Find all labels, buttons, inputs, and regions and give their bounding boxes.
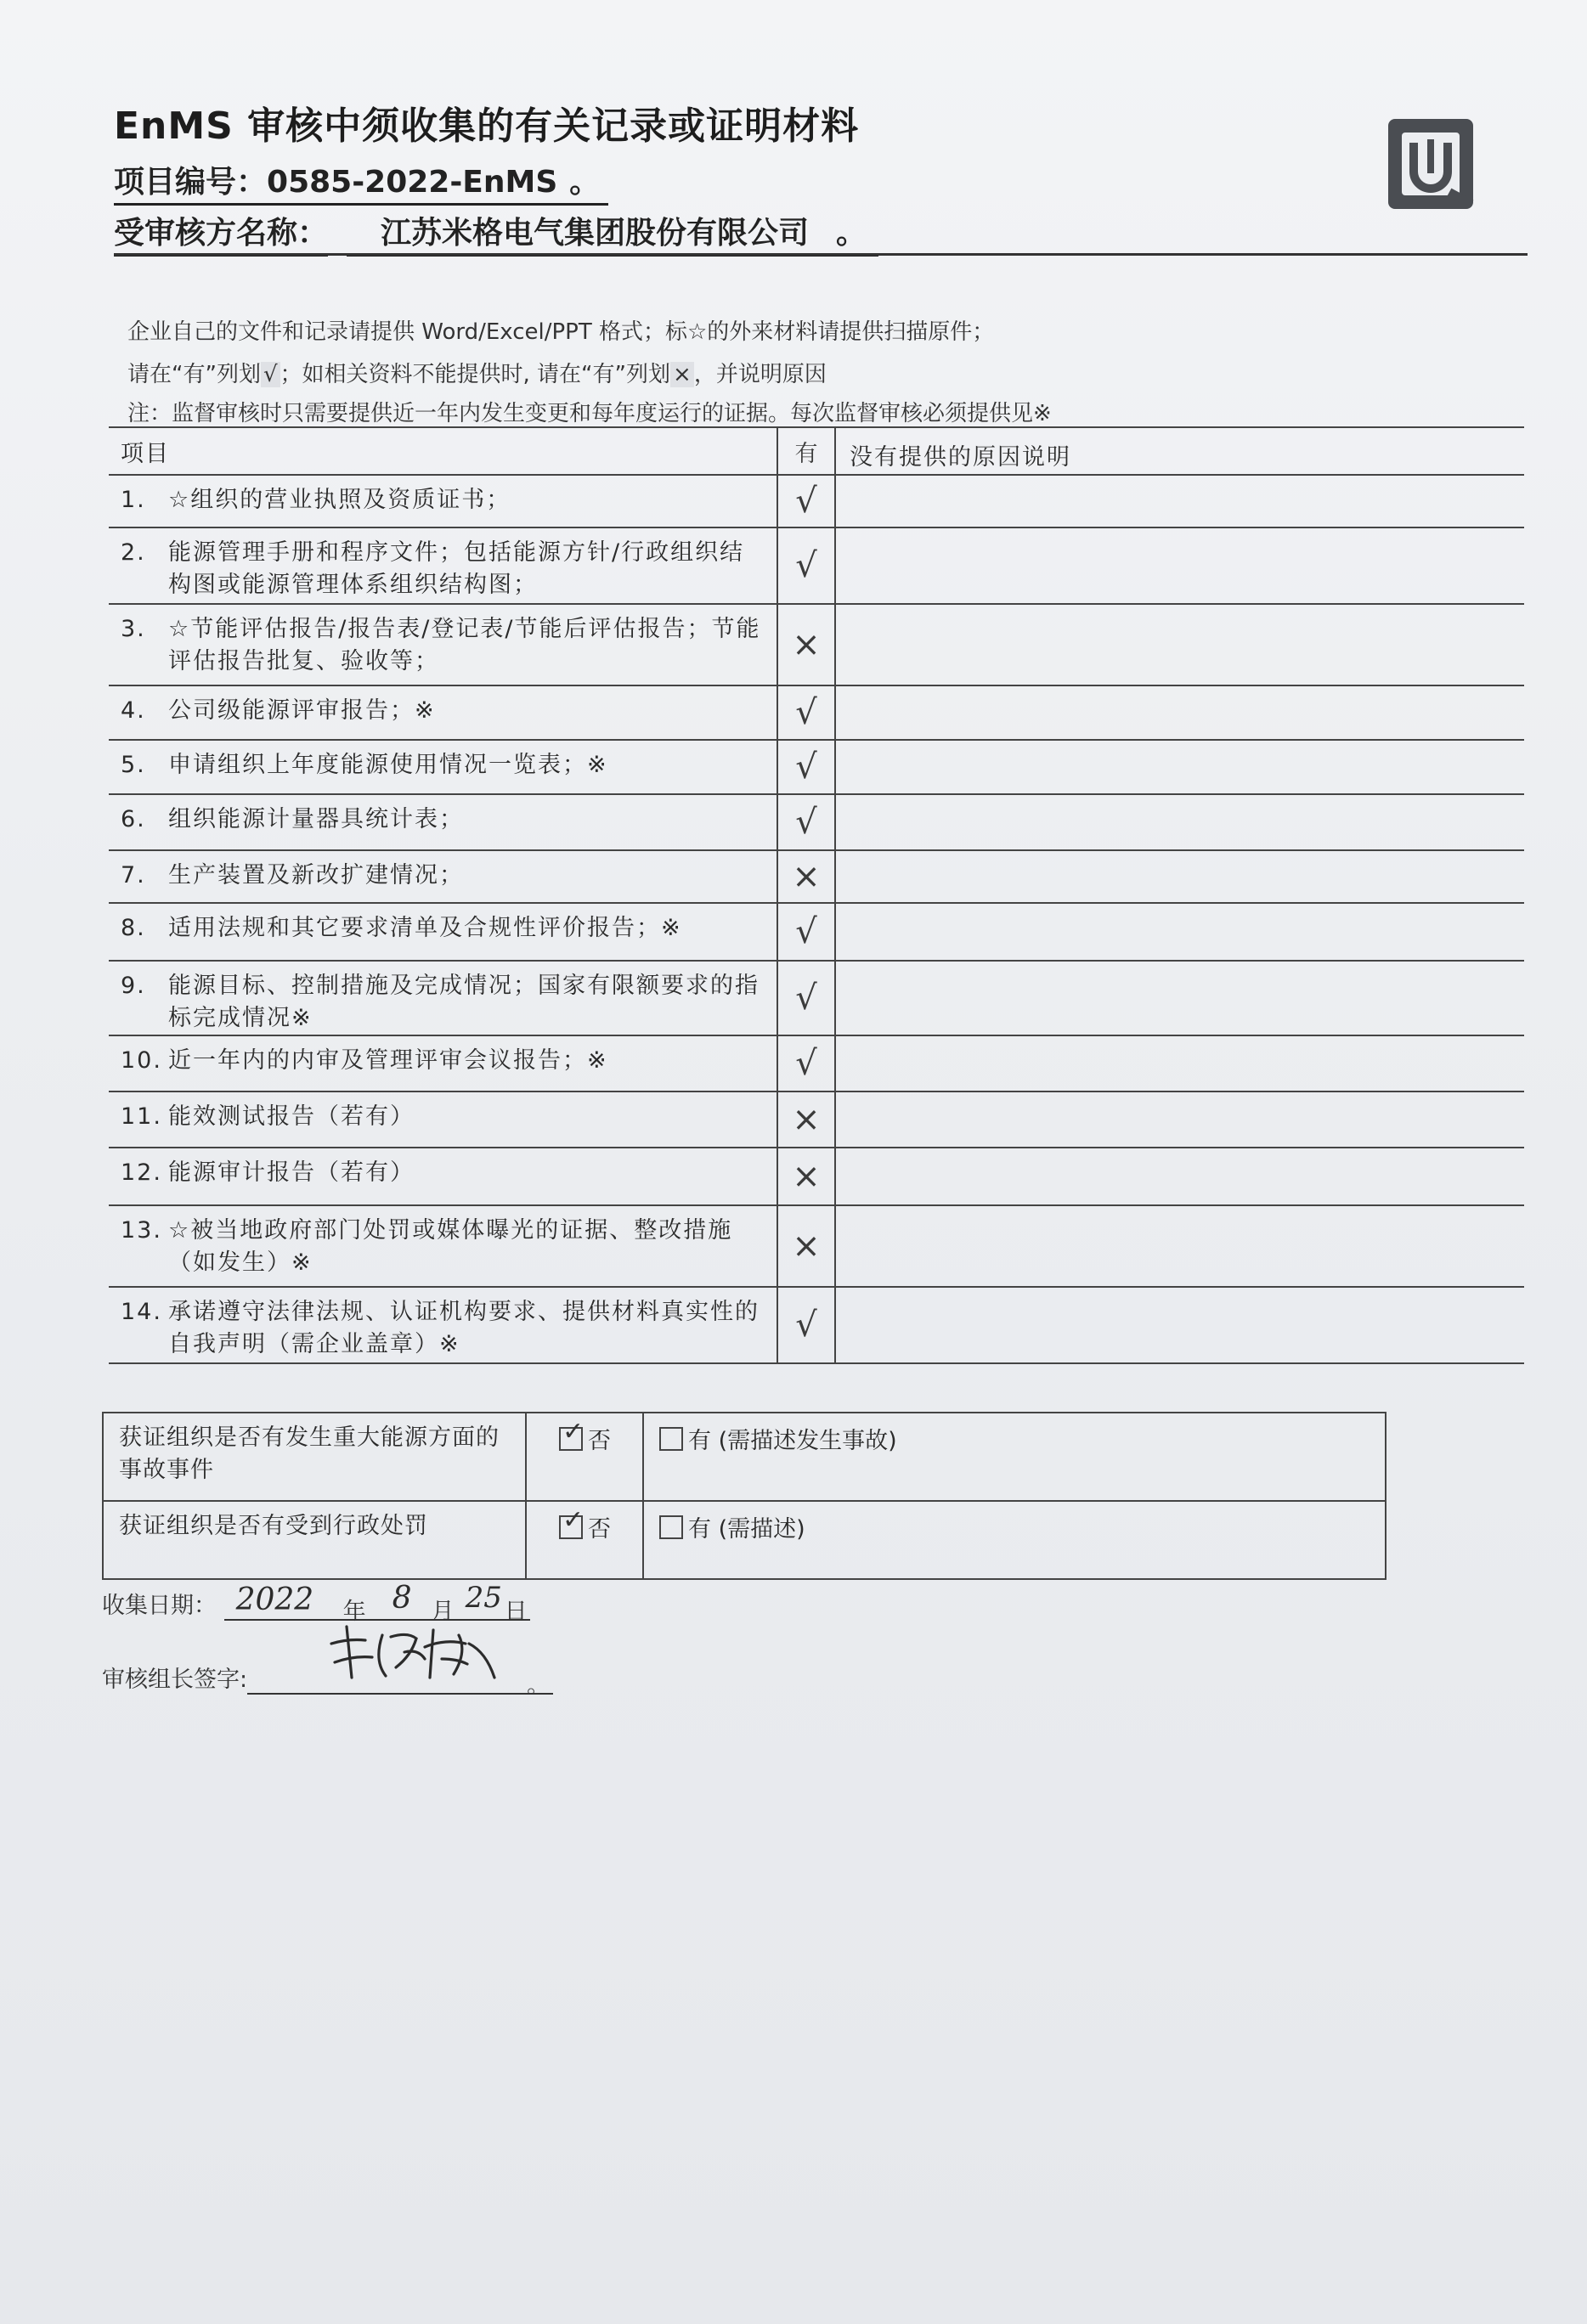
row-reason	[836, 686, 1524, 739]
question-penalty-yes	[644, 1502, 1385, 1578]
auditee-name: 江苏米格电气集团股份有限公司	[381, 216, 810, 251]
row-reason	[836, 851, 1524, 902]
row-mark: ×	[778, 605, 836, 685]
question-penalty-no	[527, 1502, 644, 1578]
table-row	[109, 1288, 1524, 1364]
date-year-unit: 年	[342, 1599, 366, 1625]
yes-checkbox-accident[interactable]	[659, 1427, 683, 1451]
row-reason	[836, 605, 1524, 685]
date-day: 25	[465, 1581, 502, 1615]
row-item	[109, 476, 778, 527]
row-item	[109, 1092, 778, 1147]
row-item	[109, 962, 778, 1035]
date-day-unit: 日	[504, 1599, 528, 1625]
row-text: 申请组织上年度能源使用情况一览表；※	[168, 752, 608, 778]
row-number: 11.	[121, 1103, 162, 1130]
row-mark: √	[778, 795, 836, 849]
date-field	[224, 1581, 530, 1625]
row-item	[109, 851, 778, 902]
row-item	[109, 1036, 778, 1091]
row-text: 公司级能源评审报告；※	[168, 697, 436, 724]
row-reason	[836, 1206, 1524, 1286]
note-line-2-e: ，并说明原因	[693, 362, 827, 387]
signature-end: 。	[527, 1672, 551, 1699]
row-text: 能效测试报告（若有）	[168, 1103, 415, 1130]
row-text: 组织能源计量器具统计表；	[168, 806, 464, 832]
project-number-field	[114, 158, 608, 206]
date-year: 2022	[235, 1582, 314, 1617]
row-text: ☆被当地政府部门处罚或媒体曝光的证据、整改措施（如发生）※	[168, 1217, 733, 1276]
project-number-line	[114, 158, 608, 206]
no-checkbox-accident[interactable]	[559, 1417, 585, 1451]
row-number: 13.	[121, 1217, 162, 1244]
note-cross-symbol: ×	[670, 362, 694, 387]
table-header-row	[109, 426, 1524, 476]
incident-questions-box	[102, 1412, 1387, 1580]
row-text: 适用法规和其它要求清单及合规性评价报告；※	[168, 915, 682, 941]
project-number: 0585-2022-EnMS	[267, 165, 558, 200]
handwritten-signature	[323, 1618, 501, 1686]
signature-label: 审核组长签字:	[102, 1667, 248, 1693]
table-row	[109, 795, 1524, 851]
yes-label-penalty: 有 (需描述)	[688, 1516, 805, 1543]
row-number: 1.	[121, 487, 146, 513]
row-number: 7.	[121, 862, 146, 888]
row-reason	[836, 1036, 1524, 1091]
table-row	[109, 528, 1524, 605]
question-row-accident	[104, 1413, 1385, 1502]
row-text: 能源审计报告（若有）	[168, 1159, 415, 1186]
header-item: 项目	[109, 428, 778, 474]
note-line-2-a: 请在“有”列划	[127, 362, 261, 387]
row-item	[109, 741, 778, 793]
row-text: 能源目标、控制措施及完成情况；国家有限额要求的指标完成情况※	[168, 973, 760, 1031]
table-row	[109, 1206, 1524, 1288]
no-label-penalty: 否	[588, 1516, 611, 1543]
row-reason	[836, 528, 1524, 603]
row-reason	[836, 1092, 1524, 1147]
row-item	[109, 528, 778, 603]
row-mark: √	[778, 1036, 836, 1091]
date-month-unit: 月	[431, 1599, 455, 1625]
collection-date-line	[102, 1581, 530, 1625]
row-text: 承诺遵守法律法规、认证机构要求、提供材料真实性的自我声明（需企业盖章）※	[168, 1299, 760, 1357]
yes-label-accident: 有 (需描述发生事故)	[688, 1428, 897, 1454]
question-accident-text: 获证组织是否有发生重大能源方面的事故事件	[104, 1413, 527, 1500]
row-item	[109, 605, 778, 685]
table-row	[109, 605, 1524, 686]
yes-checkbox-penalty[interactable]	[659, 1515, 683, 1539]
note-line-2	[127, 357, 827, 388]
row-mark: √	[778, 1288, 836, 1362]
question-accident-no	[527, 1413, 644, 1500]
row-mark: √	[778, 476, 836, 527]
row-number: 2.	[121, 539, 146, 566]
row-number: 8.	[121, 915, 146, 941]
auditee-name-field	[347, 209, 878, 257]
row-number: 12.	[121, 1159, 162, 1186]
row-reason	[836, 795, 1524, 849]
date-label: 收集日期：	[102, 1593, 217, 1619]
auditee-end: 。	[836, 216, 867, 251]
table-row	[109, 686, 1524, 741]
question-penalty-text: 获证组织是否有受到行政处罚	[104, 1502, 527, 1578]
row-text: ☆组织的营业执照及资质证书；	[168, 487, 511, 513]
table-row	[109, 904, 1524, 962]
question-row-penalty	[104, 1502, 1385, 1578]
note-line-3: 注：监督审核时只需要提供近一年内发生变更和每年度运行的证据。每次监督审核必须提供见※	[127, 401, 1052, 426]
row-number: 3.	[121, 616, 146, 642]
row-mark: √	[778, 962, 836, 1035]
row-item	[109, 1148, 778, 1204]
row-reason	[836, 1148, 1524, 1204]
header-have: 有	[778, 428, 836, 474]
row-item	[109, 1288, 778, 1362]
row-number: 14.	[121, 1299, 162, 1325]
materials-table	[109, 426, 1524, 1364]
row-mark: √	[778, 904, 836, 960]
row-text: 近一年内的内审及管理评审会议报告；※	[168, 1047, 608, 1074]
row-reason	[836, 904, 1524, 960]
row-text: ☆节能评估报告/报告表/登记表/节能后评估报告；节能评估报告批复、验收等；	[168, 616, 761, 674]
row-number: 4.	[121, 697, 146, 724]
checkmark-icon: ✓	[562, 1417, 585, 1447]
table-row	[109, 1092, 1524, 1148]
table-body	[109, 476, 1524, 1364]
note-line-2-c: ；如相关资料不能提供时, 请在“有”列划	[280, 362, 671, 387]
row-item	[109, 904, 778, 960]
row-mark: √	[778, 686, 836, 739]
row-mark: ×	[778, 1092, 836, 1147]
table-row	[109, 1036, 1524, 1092]
document-title: EnMS 审核中须收集的有关记录或证明材料	[114, 104, 860, 148]
auditee-label: 受审核方名称：	[114, 209, 328, 257]
row-reason	[836, 962, 1524, 1035]
row-mark: √	[778, 528, 836, 603]
table-row	[109, 851, 1524, 904]
project-end: 。	[569, 165, 601, 200]
row-item	[109, 686, 778, 739]
table-row	[109, 1148, 1524, 1206]
row-item	[109, 1206, 778, 1286]
table-row	[109, 741, 1524, 795]
no-checkbox-penalty[interactable]	[559, 1505, 585, 1539]
row-number: 10.	[121, 1047, 162, 1074]
table-row	[109, 962, 1524, 1036]
row-mark: ×	[778, 1206, 836, 1286]
row-mark: ×	[778, 851, 836, 902]
row-mark: ×	[778, 1148, 836, 1204]
certification-logo-icon	[1383, 110, 1485, 219]
checkmark-icon: ✓	[562, 1505, 585, 1535]
project-label: 项目编号：	[114, 165, 268, 200]
row-number: 6.	[121, 806, 146, 832]
row-item	[109, 795, 778, 849]
row-text: 能源管理手册和程序文件；包括能源方针/行政组织结构图或能源管理体系组织结构图；	[168, 539, 745, 598]
note-line-1: 企业自己的文件和记录请提供 Word/Excel/PPT 格式；标☆的外来材料请提供扫描原件；	[127, 319, 995, 345]
no-label-accident: 否	[588, 1428, 611, 1454]
row-number: 9.	[121, 973, 146, 999]
question-accident-yes	[644, 1413, 1385, 1500]
auditee-line	[114, 209, 878, 257]
row-reason	[836, 476, 1524, 527]
note-check-symbol: √	[261, 362, 280, 387]
row-text: 生产装置及新改扩建情况；	[168, 862, 464, 888]
row-mark: √	[778, 741, 836, 793]
table-row	[109, 476, 1524, 528]
header-reason: 没有提供的原因说明	[850, 444, 1071, 471]
header-divider	[114, 253, 1528, 256]
row-reason	[836, 1288, 1524, 1362]
row-number: 5.	[121, 752, 146, 778]
date-month: 8	[392, 1581, 412, 1616]
row-reason	[836, 741, 1524, 793]
